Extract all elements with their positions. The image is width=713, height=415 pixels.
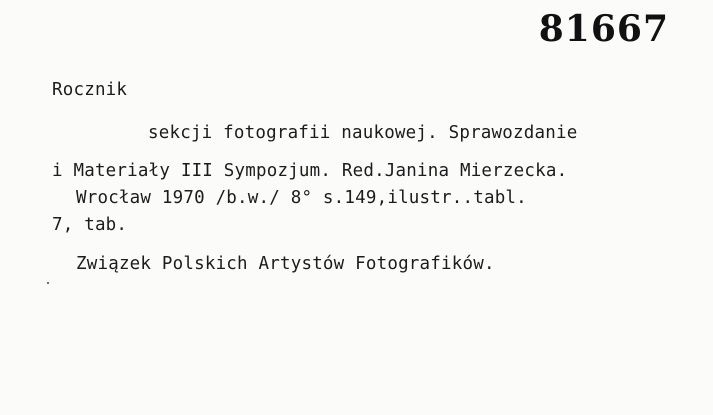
description-line-3: Wrocław 1970 /b.w./ 8° s.149,ilustr..tabl. — [76, 188, 527, 208]
description-line-1: sekcji fotografii naukowej. Sprawozdanie — [148, 123, 578, 143]
publisher: Związek Polskich Artystów Fotografików. — [76, 254, 495, 274]
description-line-4: 7, tab. — [52, 215, 128, 235]
heading: Rocznik — [52, 80, 128, 100]
catalog-number: 81667 — [538, 8, 669, 50]
description-line-2: i Materiały III Sympozjum. Red.Janina Mierzecka. — [52, 161, 568, 181]
ink-speck — [47, 282, 49, 284]
